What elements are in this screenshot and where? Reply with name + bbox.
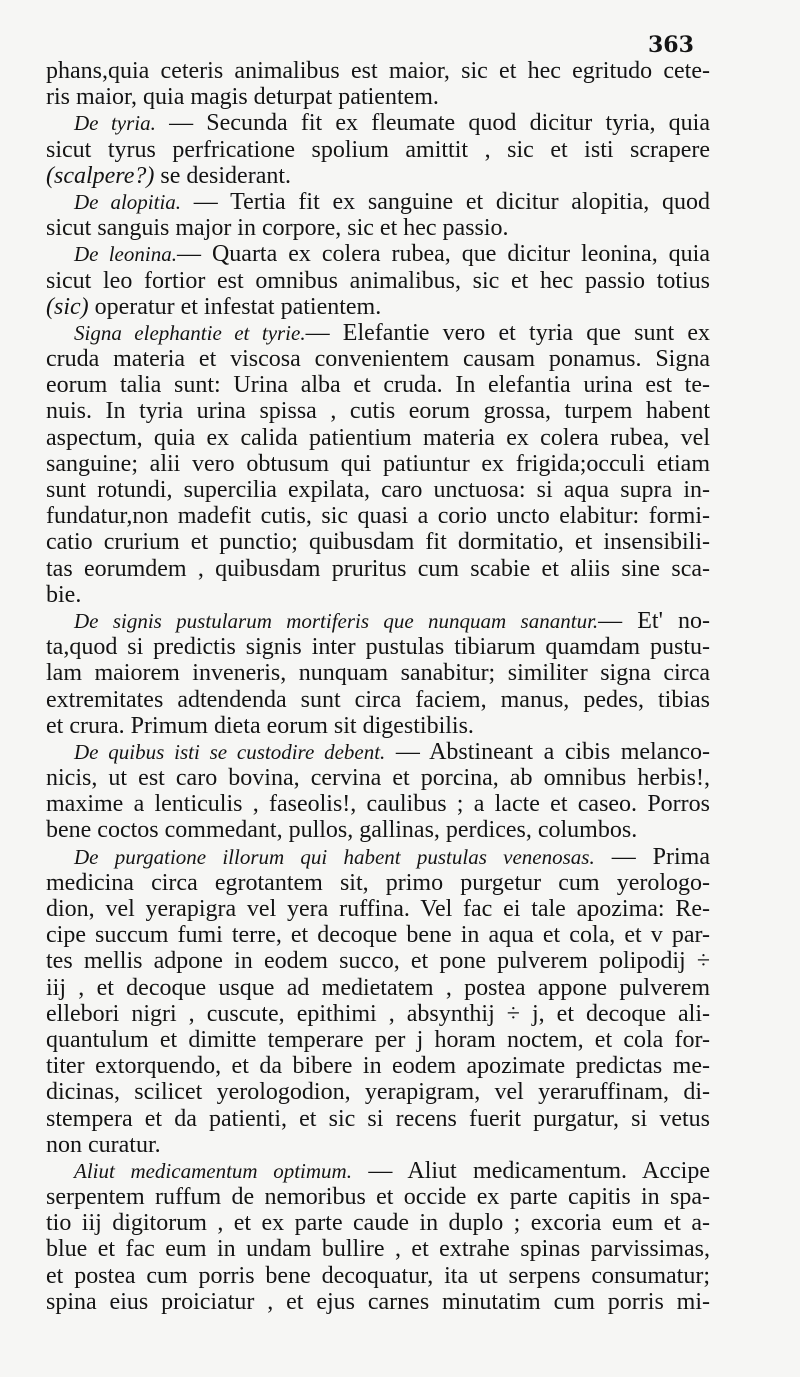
line-text: medicina circa egrotantem sit, primo purgetur cum yerologo- <box>46 869 710 896</box>
text-line <box>46 137 710 163</box>
text-line <box>46 765 710 791</box>
section-heading: De purgatione illorum qui habent pustulas venenosas. <box>74 844 595 869</box>
line-text: maxime a lenticulis , faseolis!, caulibus ; a lacte et caseo. Porros <box>46 791 710 818</box>
line-text: et crura. Primum dieta eorum sit digestibilis. <box>46 712 474 739</box>
line-text: quantulum et dimitte temperare per j horam noctem, et cola for- <box>46 1026 710 1053</box>
line-text: — Quarta ex colera rubea, que dicitur leonina, quia <box>176 241 710 268</box>
text-line <box>46 294 710 320</box>
line-text: se desiderant. <box>154 162 292 189</box>
line-text: — Et' no- <box>598 607 710 634</box>
line-text: cipe succum fumi terre, et decoque bene in aqua et cola, et v par- <box>46 922 710 949</box>
line-text: sanguine; alii vero obtusum qui patiuntur ex frigida;occuli etiam <box>46 450 710 477</box>
section-heading: Aliut medicamentum optimum. <box>74 1158 352 1183</box>
text-line <box>46 1027 710 1053</box>
line-text: phans,quia ceteris animalibus est maior, sic et hec egritudo cete- <box>46 58 710 84</box>
text-line <box>46 1263 710 1289</box>
text-line <box>46 975 710 1001</box>
text-line <box>46 1106 710 1132</box>
text-line <box>46 1289 710 1315</box>
line-text: tes mellis adpone in eodem succo, et pone pulverem polipodij ÷ <box>46 948 710 975</box>
line-text: sicut sanguis major in corpore, sic et hec passio. <box>46 215 509 242</box>
text-line <box>46 870 710 896</box>
line-text: ellebori nigri , cuscute, epithimi , absynthij ÷ j, et decoque ali- <box>46 1000 710 1027</box>
text-line <box>46 817 710 843</box>
text-line <box>46 84 710 110</box>
text-line <box>46 660 710 686</box>
line-text: nicis, ut est caro bovina, cervina et porcina, ab omnibus herbis!, <box>46 765 710 792</box>
text-line <box>46 1079 710 1105</box>
line-text: ta,quod si predictis signis inter pustulas tibiarum quamdam pustu- <box>46 634 710 661</box>
text-line <box>46 451 710 477</box>
page-number: 363 <box>648 32 694 58</box>
text-line <box>46 582 710 608</box>
text-line <box>46 687 710 713</box>
line-text: tas eorumdem , quibusdam pruritus cum scabie et aliis sine sca- <box>46 555 710 582</box>
text-line <box>46 896 710 922</box>
italic-note: (sic) <box>46 293 89 320</box>
line-text: lam maiorem inveneris, nunquam sanabitur; similiter signa circa <box>46 660 710 687</box>
text-line <box>46 398 710 424</box>
line-text: sunt rotundi, supercilia expilata, caro unctuosa: si aqua supra in- <box>46 477 710 503</box>
section-heading: De tyria. <box>74 111 156 136</box>
text-line <box>46 739 710 765</box>
text-line <box>46 241 710 267</box>
line-text: stempera et da patienti, et sic si recens fuerit purgatur, si vetus <box>46 1105 710 1132</box>
line-text: operatur et infestat patientem. <box>88 293 382 320</box>
line-text: — Elefantie vero et tyria que sunt ex <box>305 319 710 346</box>
text-line <box>46 713 710 739</box>
line-text: nuis. In tyria urina spissa , cutis eorum grossa, turpem habent <box>46 398 710 425</box>
text-line <box>46 372 710 398</box>
text-line <box>46 1001 710 1027</box>
section-heading: De signis pustularum mortiferis que nunquam sanantur. <box>74 608 599 633</box>
text-line <box>46 844 710 870</box>
line-text: serpentem ruffum de nemoribus et occide ex parte capitis in spa- <box>46 1184 710 1211</box>
text-line <box>46 1053 710 1079</box>
text-line <box>46 1210 710 1236</box>
text-line <box>46 189 710 215</box>
text-line <box>46 163 710 189</box>
text-line <box>46 556 710 582</box>
text-line <box>46 1132 710 1158</box>
line-text: extremitates adtendenda sunt circa faciem, manus, pedes, tibias <box>46 686 710 713</box>
line-text: tio iij digitorum , et ex parte caude in duplo ; excoria eum et a- <box>46 1210 710 1237</box>
line-text: cruda materia et viscosa convenientem causam ponamus. Signa <box>46 346 710 373</box>
line-text: — Aliut medicamentum. Accipe <box>351 1157 711 1184</box>
text-line <box>46 425 710 451</box>
text-line <box>46 477 710 503</box>
body-text <box>46 58 710 1315</box>
line-text: bene coctos commedant, pullos, gallinas, perdices, columbos. <box>46 817 638 844</box>
line-text: bie. <box>46 581 82 608</box>
text-line <box>46 215 710 241</box>
line-text: sicut tyrus perfricatione spolium amittit , sic et isti scrapere <box>46 136 710 163</box>
text-line <box>46 634 710 660</box>
line-text: catio crurium et punctio; quibusdam fit dormitatio, et insensibili- <box>46 529 710 556</box>
text-line <box>46 346 710 372</box>
line-text: et postea cum porris bene decoquatur, ita ut serpens consumatur; <box>46 1262 710 1289</box>
line-text: — Abstineant a cibis melanco- <box>385 738 711 765</box>
line-text: spina eius proiciatur , et ejus carnes minutatim cum porris mi- <box>46 1288 710 1315</box>
section-heading: De quibus isti se custodire debent. <box>74 739 386 764</box>
line-text: titer extorquendo, et da bibere in eodem apozimate predictas me- <box>46 1053 710 1080</box>
line-text: blue et fac eum in undam bullire , et extrahe spinas parvissimas, <box>46 1236 710 1263</box>
text-line <box>46 608 710 634</box>
line-text: — Prima <box>594 843 711 870</box>
line-text: iij , et decoque usque ad medietatem , postea appone pulverem <box>46 974 710 1001</box>
text-line <box>46 922 710 948</box>
line-text: sicut leo fortior est omnibus animalibus, sic et hec passio totius <box>46 267 710 294</box>
line-text: aspectum, quia ex calida patientium materia ex colera rubea, vel <box>46 424 710 451</box>
text-line <box>46 58 710 84</box>
text-line <box>46 320 710 346</box>
line-text: dicinas, scilicet yerologodion, yerapigram, vel yeraruffinam, di- <box>46 1079 710 1106</box>
text-line <box>46 1236 710 1262</box>
line-text: eorum talia sunt: Urina alba et cruda. In elefantia urina est te- <box>46 372 710 399</box>
line-text: — Tertia fit ex sanguine et dicitur alopitia, quod <box>181 188 711 215</box>
line-text: non curatur. <box>46 1131 161 1158</box>
line-text: dion, vel yerapigra vel yera ruffina. Vel fac ei tale apozima: Re- <box>46 896 710 922</box>
text-line <box>46 791 710 817</box>
line-text: fundatur,non madefit cutis, sic quasi a corio uncto elabitur: formi- <box>46 503 710 530</box>
text-line <box>46 503 710 529</box>
section-heading: De alopitia. <box>74 189 182 214</box>
text-line <box>46 948 710 974</box>
section-heading: Signa elephantie et tyrie. <box>74 320 306 345</box>
italic-note: (scalpere?) <box>46 162 155 189</box>
text-line <box>46 110 710 136</box>
section-heading: De leonina. <box>74 242 177 267</box>
text-line <box>46 529 710 555</box>
text-line <box>46 1158 710 1184</box>
text-line <box>46 1184 710 1210</box>
line-text: ris maior, quia magis deturpat patientem. <box>46 84 439 111</box>
line-text: — Secunda fit ex fleumate quod dicitur tyria, quia <box>155 110 711 137</box>
text-line <box>46 268 710 294</box>
